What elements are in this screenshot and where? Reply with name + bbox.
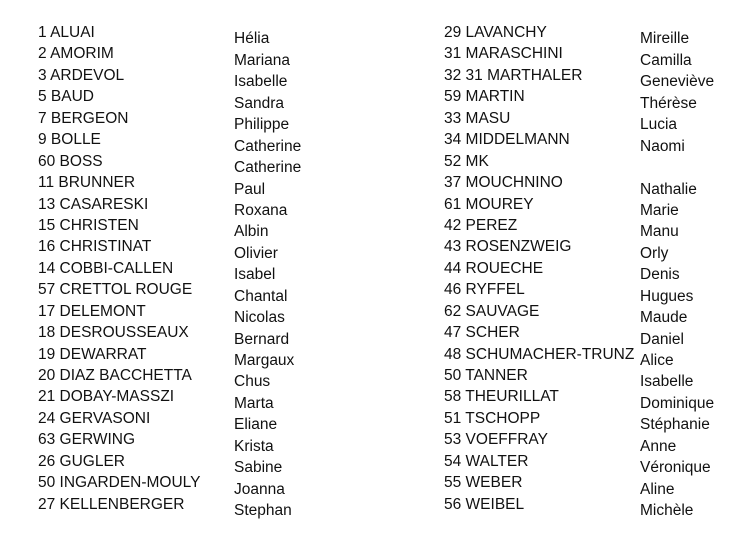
number-and-surname: 29 LAVANCHY (444, 24, 547, 41)
right-name-column (444, 22, 750, 520)
first-name: Stéphanie (640, 416, 710, 434)
number-and-surname: 57 CRETTOL ROUGE (38, 281, 193, 299)
list-item (444, 322, 750, 348)
number-and-surname: 33 MASU (444, 109, 511, 127)
number-and-surname: 9 BOLLE (38, 131, 101, 149)
first-name: Sandra (234, 94, 284, 112)
first-name: Aline (640, 480, 675, 498)
first-name: Geneviève (640, 73, 715, 91)
number-and-surname: 59 MARTIN (444, 88, 525, 106)
number-and-surname: 61 MOUREY (444, 195, 534, 213)
list-item (444, 236, 750, 262)
number-and-surname: 21 DOBAY-MASSZI (38, 388, 175, 406)
number-and-surname: 56 WEIBEL (444, 495, 525, 513)
first-name: Anne (640, 437, 677, 455)
list-item (444, 86, 750, 112)
number-and-surname: 43 ROSENZWEIG (444, 238, 572, 256)
list-item (444, 365, 750, 391)
list-item (38, 386, 354, 412)
number-and-surname: 50 INGARDEN-MOULY (38, 474, 201, 492)
list-item (38, 365, 354, 391)
number-and-surname: 5 BAUD (38, 88, 94, 106)
number-and-surname: 17 DELEMONT (38, 302, 146, 320)
number-and-surname: 27 KELLENBERGER (38, 495, 185, 513)
list-item (38, 43, 354, 69)
first-name: Catherine (234, 137, 302, 155)
first-name: Mariana (234, 51, 290, 69)
list-item (38, 301, 354, 327)
first-name: Joanna (234, 480, 285, 498)
list-item (38, 429, 354, 455)
first-name: Hélia (234, 30, 270, 48)
list-item (444, 194, 750, 219)
list-item (444, 386, 750, 412)
number-and-surname: 3 ARDEVOL (38, 66, 125, 84)
list-item (444, 65, 750, 91)
first-name: Nicolas (234, 309, 285, 327)
list-item (444, 451, 750, 477)
first-name: Denis (640, 266, 680, 284)
number-and-surname: 51 TSCHOPP (444, 409, 541, 427)
number-and-surname: 42 PEREZ (444, 216, 518, 234)
list-item (38, 65, 354, 91)
first-name: Isabelle (640, 373, 694, 391)
list-item (38, 22, 354, 48)
list-item (38, 408, 354, 434)
first-name: Thérèse (640, 94, 697, 112)
first-name: Stephan (234, 502, 292, 520)
first-name: Chantal (234, 287, 288, 305)
list-item (444, 258, 750, 284)
list-item (38, 129, 354, 155)
list-item (444, 108, 750, 134)
list-item (38, 86, 354, 112)
first-name: Eliane (234, 416, 278, 434)
left-name-column (38, 22, 354, 520)
number-and-surname: 15 CHRISTEN (38, 216, 139, 234)
first-name: Camilla (640, 51, 692, 69)
number-and-surname: 58 THEURILLAT (444, 388, 559, 406)
first-name: Nathalie (640, 180, 697, 198)
number-and-surname: 50 TANNER (444, 367, 528, 384)
first-name: Catherine (234, 159, 302, 177)
number-and-surname: 60 BOSS (38, 152, 103, 170)
list-item (38, 472, 354, 498)
number-and-surname: 19 DEWARRAT (38, 345, 147, 363)
list-item (444, 151, 750, 172)
list-item (444, 472, 750, 498)
first-name: Daniel (640, 330, 684, 348)
number-and-surname: 54 WALTER (444, 452, 529, 470)
list-item (444, 215, 750, 241)
list-item (444, 22, 750, 48)
number-and-surname: 26 GUGLER (38, 452, 126, 470)
first-name: Marie (640, 201, 679, 219)
number-and-surname: 55 WEBER (444, 474, 523, 492)
list-item (444, 344, 750, 370)
number-and-surname: 34 MIDDELMANN (444, 131, 570, 149)
first-name: Olivier (234, 244, 278, 262)
first-name: Krista (234, 437, 274, 455)
first-name: Naomi (640, 137, 685, 155)
number-and-surname: 7 BERGEON (38, 109, 129, 127)
number-and-surname: 46 RYFFEL (444, 281, 525, 299)
first-name: Lucia (640, 116, 678, 134)
first-name: Isabel (234, 266, 276, 284)
first-name: Michèle (640, 502, 694, 520)
first-name: Hugues (640, 287, 694, 305)
list-item (38, 151, 354, 177)
first-name: Sabine (234, 459, 283, 477)
list-item (444, 408, 750, 434)
first-name: Orly (640, 244, 669, 262)
list-item (38, 172, 354, 198)
first-name: Albin (234, 223, 269, 241)
list-item (444, 172, 750, 198)
list-item (38, 258, 354, 284)
number-and-surname: 44 ROUECHE (444, 259, 544, 277)
number-and-surname: 47 SCHER (444, 324, 520, 342)
list-item (444, 43, 750, 69)
list-item (38, 451, 354, 477)
number-and-surname: 31 MARASCHINI (444, 45, 563, 63)
first-name: Bernard (234, 330, 290, 348)
list-item (444, 279, 750, 305)
number-and-surname: 16 CHRISTINAT (38, 238, 152, 256)
first-name: Roxana (234, 201, 288, 219)
first-name: Maude (640, 309, 688, 327)
first-name: Chus (234, 373, 271, 391)
number-and-surname: 13 CASARESKI (38, 195, 149, 213)
list-item (444, 429, 750, 455)
first-name: Véronique (640, 459, 711, 477)
number-and-surname: 2 AMORIM (38, 45, 114, 63)
number-and-surname: 20 DIAZ BACCHETTA (38, 367, 192, 384)
number-and-surname: 48 SCHUMACHER-TRUNZ (444, 345, 635, 363)
list-item (38, 344, 354, 370)
first-name: Marta (234, 394, 274, 412)
list-item (38, 215, 354, 241)
number-and-surname: 1 ALUAI (38, 24, 95, 41)
number-and-surname: 24 GERVASONI (38, 409, 151, 427)
number-and-surname: 37 MOUCHNINO (444, 174, 563, 192)
list-item (444, 301, 750, 327)
list-item (444, 129, 750, 155)
number-and-surname: 11 BRUNNER (38, 174, 136, 192)
number-and-surname: 32 31 MARTHALER (444, 66, 583, 84)
number-and-surname: 18 DESROUSSEAUX (38, 324, 189, 342)
number-and-surname: 63 GERWING (38, 431, 136, 449)
list-item (38, 279, 354, 305)
number-and-surname: 53 VOEFFRAY (444, 431, 548, 449)
list-item (38, 108, 354, 134)
number-and-surname: 52 MK (444, 152, 489, 170)
first-name: Manu (640, 223, 679, 241)
list-item (444, 494, 750, 520)
number-and-surname: 14 COBBI-CALLEN (38, 259, 174, 277)
first-name: Margaux (234, 352, 295, 370)
list-item (38, 322, 354, 348)
list-item (38, 194, 354, 219)
number-and-surname: 62 SAUVAGE (444, 302, 540, 320)
first-name: Philippe (234, 116, 290, 134)
first-name: Dominique (640, 394, 715, 412)
first-name: Alice (640, 352, 674, 370)
list-item (38, 236, 354, 262)
list-item (38, 494, 354, 520)
first-name: Paul (234, 180, 266, 198)
first-name: Mireille (640, 30, 690, 48)
first-name: Isabelle (234, 73, 288, 91)
